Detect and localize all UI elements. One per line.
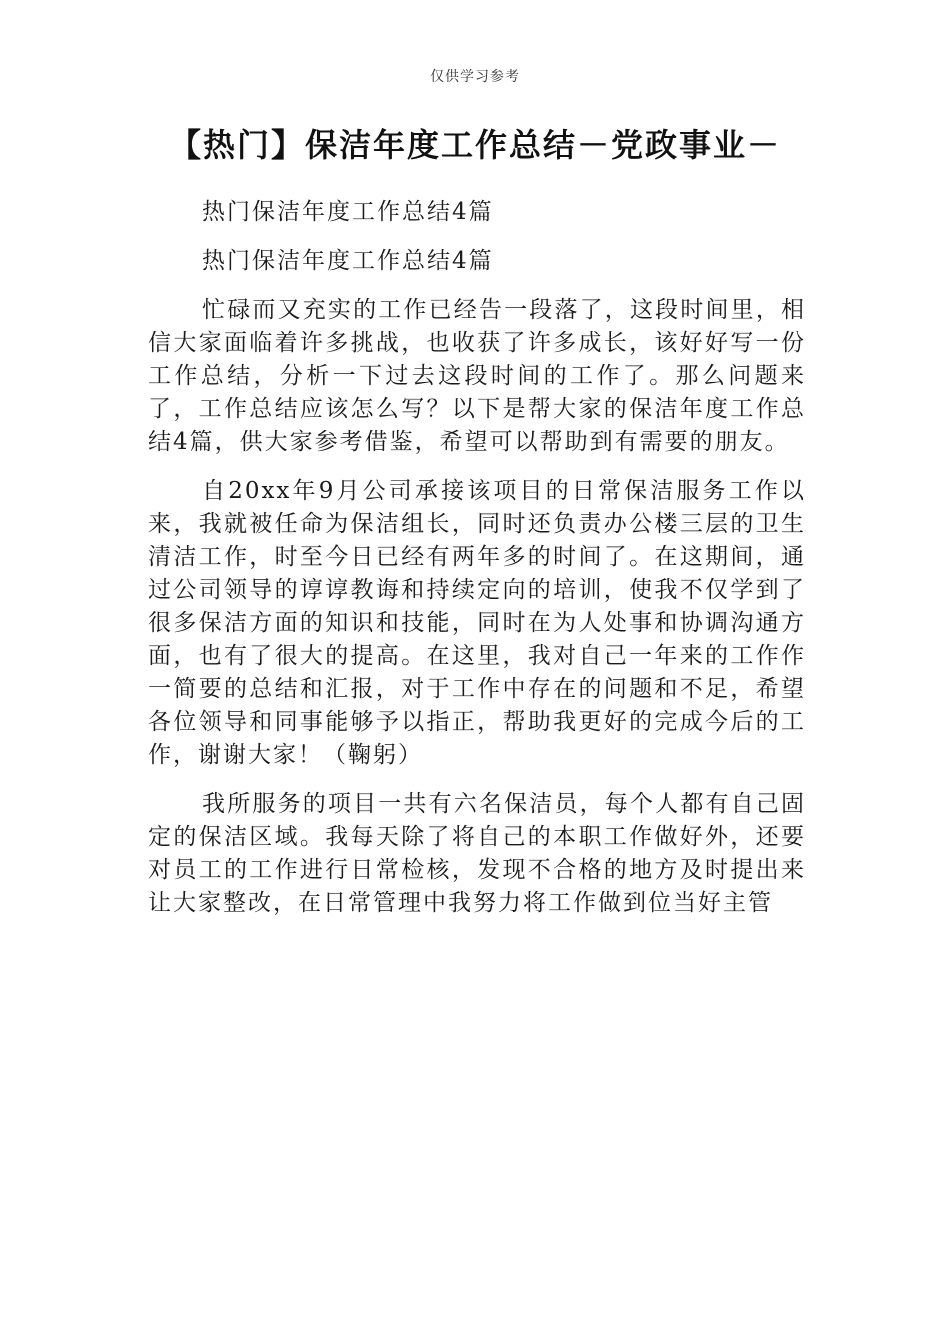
header-note: 仅供学习参考: [430, 69, 520, 85]
document-title: 【热门】保洁年度工作总结－党政事业－: [168, 126, 781, 164]
document-body: [148, 196, 806, 936]
subtitle-line-2: 热门保洁年度工作总结4篇: [202, 248, 494, 274]
body-paragraph-2: 自20xx年9月公司承接该项目的日常保洁服务工作以来，我就被任命为保洁组长，同时还负责办公楼三层的卫生清洁工作，时至今日已经有两年多的时间了。在这期间，通过公司领导的谆谆教诲和持续定向的培训，使我不仅学到了很多保洁方面的知识和技能，同时在为人处事和协调沟通方面，也有了很大的提高。在这里，我对自己一年来的工作作一简要的总结和汇报，对于工作中存在的问题和不足，希望各位领导和同事能够予以指正，帮助我更好的完成今后的工作，谢谢大家！（鞠躬）: [148, 478, 806, 768]
subtitle-line-1: 热门保洁年度工作总结4篇: [202, 199, 494, 225]
body-paragraph-3: 我所服务的项目一共有六名保洁员，每个人都有自己固定的保洁区域。我每天除了将自己的本职工作做好外，还要对员工的工作进行日常检核，发现不合格的地方及时提出来让大家整改，在日常管理中我努力将工作做到位当好主管: [148, 791, 806, 916]
body-paragraph-1: 忙碌而又充实的工作已经告一段落了，这段时间里，相信大家面临着许多挑战，也收获了许多成长，该好好写一份工作总结，分析一下过去这段时间的工作了。那么问题来了，工作总结应该怎么写？以下是帮大家的保洁年度工作总结4篇，供大家参考借鉴，希望可以帮助到有需要的朋友。: [148, 297, 806, 455]
